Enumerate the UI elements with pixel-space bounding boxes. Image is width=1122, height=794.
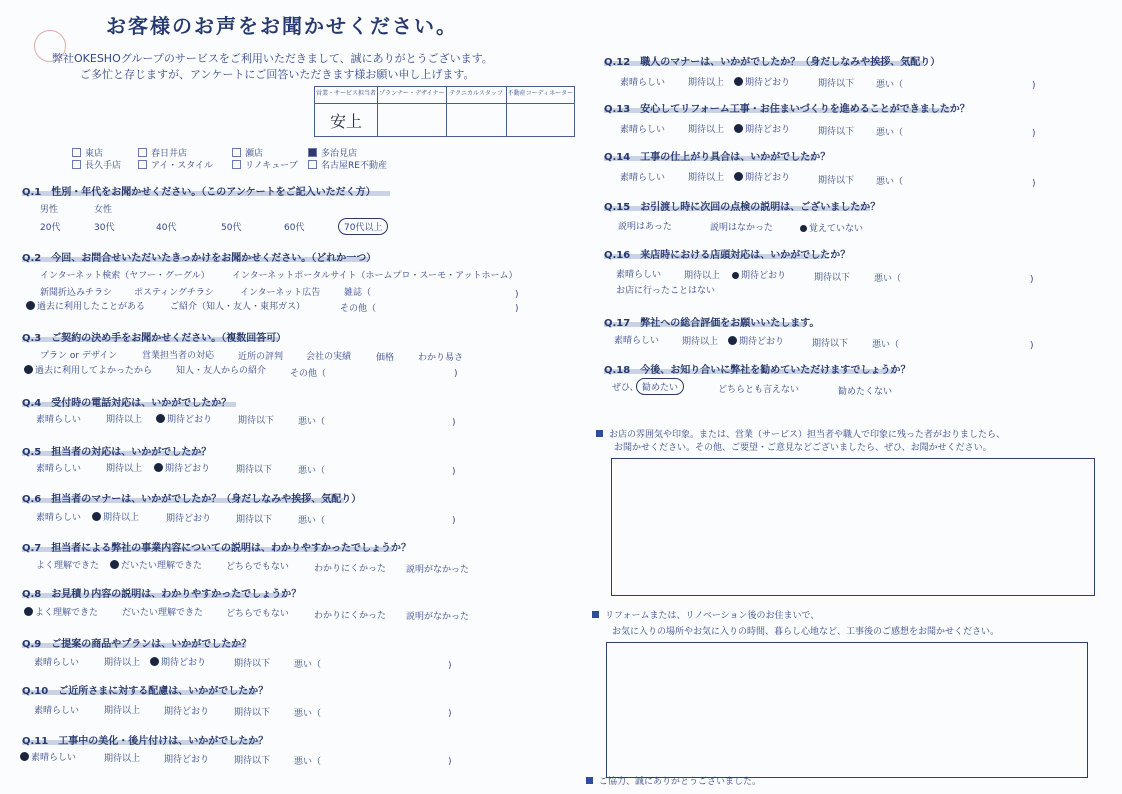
q2-portal-site[interactable]: インターネットポータルサイト（ホームプロ・スーモ・アットホーム） xyxy=(232,271,518,281)
q3-past-use-selected[interactable]: 過去に利用してよかったから xyxy=(24,363,152,376)
q1-age-50[interactable]: 50代 xyxy=(221,223,242,233)
checkbox-icon[interactable] xyxy=(308,160,317,169)
q5-opt-below[interactable]: 期待以下 xyxy=(236,465,273,475)
filled-mark-icon xyxy=(24,365,33,374)
store-nagoya-re[interactable]: 名古屋RE不動産 xyxy=(308,158,387,171)
q2-referral[interactable]: ご紹介（知人・友人・東邦ガス） xyxy=(170,302,306,312)
q14-opt-expected-selected[interactable]: 期待どおり xyxy=(734,170,790,183)
q10-opt-excellent[interactable]: 素晴らしい xyxy=(34,706,80,716)
q15-opt-explained[interactable]: 説明はあった xyxy=(618,222,672,232)
q17-opt-excellent[interactable]: 素晴らしい xyxy=(614,336,660,346)
q3-label: Q.3 ご契約の決め手をお聞かせください。（複数回答可） xyxy=(22,333,287,344)
q17-opt-above[interactable]: 期待以上 xyxy=(682,337,719,347)
q5-opt-excellent[interactable]: 素晴らしい xyxy=(36,464,82,474)
q3-plan-design[interactable]: プラン or デザイン xyxy=(40,351,118,361)
q14-close: ) xyxy=(1032,179,1036,189)
q13-opt-above[interactable]: 期待以上 xyxy=(688,125,725,135)
checked-checkbox-icon[interactable] xyxy=(308,148,317,157)
staff-realestate-name[interactable] xyxy=(506,104,575,137)
q12-opt-below[interactable]: 期待以下 xyxy=(818,79,855,89)
q5-opt-bad[interactable]: 悪い（ xyxy=(298,466,326,476)
q9-label: Q.9 ご提案の商品やプランは、いかがでしたか？ xyxy=(22,639,252,650)
q9-close: ) xyxy=(448,661,452,671)
q8-opt-well-selected[interactable]: よく理解できた xyxy=(24,605,98,618)
q14-opt-excellent[interactable]: 素晴らしい xyxy=(620,173,666,183)
q11-opt-bad[interactable]: 悪い（ xyxy=(294,757,322,767)
q2-newspaper-flyer[interactable]: 新聞折込みチラシ xyxy=(40,288,113,298)
q11-opt-excellent-selected[interactable]: 素晴らしい xyxy=(20,750,76,763)
q11-opt-below[interactable]: 期待以下 xyxy=(234,756,271,766)
q11-close: ) xyxy=(448,757,452,767)
staff-table xyxy=(314,86,575,137)
bullet-square-icon xyxy=(586,777,593,784)
checkbox-icon[interactable] xyxy=(72,160,81,169)
q3-other[interactable]: その他（ xyxy=(290,369,327,379)
q12-opt-above[interactable]: 期待以上 xyxy=(688,78,725,88)
store-tajimi[interactable]: 多治見店 xyxy=(308,146,357,159)
q8-opt-neutral[interactable]: どちらでもない xyxy=(226,609,289,619)
comment2-prompt-line-2: お気に入りの場所やお気に入りの時間、暮らし心地など、工事後のご感想をお聞かせください。 xyxy=(612,627,1000,637)
q1-male[interactable]: 男性 xyxy=(40,205,59,215)
q18-opt-neutral[interactable]: どちらとも言えない xyxy=(718,385,800,395)
staff-header-sales: 営業・サービス担当者 xyxy=(315,87,378,104)
q16-opt-below[interactable]: 期待以下 xyxy=(814,273,851,283)
q8-opt-none[interactable]: 説明がなかった xyxy=(406,612,470,622)
intro-line-2: ご多忙と存じますが、アンケートにご回答いただきます様お願い申し上げます。 xyxy=(80,68,475,81)
q15-label: Q.15 お引渡し時に次回の点検の説明は、ございましたか？ xyxy=(604,202,881,213)
q2-past-use-selected[interactable]: 過去に利用したことがある xyxy=(26,299,145,312)
filled-mark-icon xyxy=(734,124,743,133)
q12-close: ) xyxy=(1032,81,1036,91)
q4-opt-below[interactable]: 期待以下 xyxy=(238,416,275,426)
q4-opt-bad[interactable]: 悪い（ xyxy=(298,417,326,427)
q16-close: ) xyxy=(1030,275,1034,285)
q14-opt-below[interactable]: 期待以下 xyxy=(818,176,855,186)
checkbox-icon[interactable] xyxy=(72,148,81,157)
q10-close: ) xyxy=(448,709,452,719)
q15-opt-not-explained[interactable]: 説明はなかった xyxy=(710,223,774,233)
q3-other-close: ) xyxy=(454,369,458,379)
q7-opt-well[interactable]: よく理解できた xyxy=(36,561,100,571)
q17-opt-below[interactable]: 期待以下 xyxy=(812,339,849,349)
q6-opt-above-selected[interactable]: 期待以上 xyxy=(92,510,139,523)
q3-track-record[interactable]: 会社の実績 xyxy=(306,352,352,362)
q15-opt-dont-remember-selected[interactable]: 覚えていない xyxy=(800,221,863,234)
filled-mark-icon xyxy=(24,607,33,616)
filled-mark-icon xyxy=(734,77,743,86)
filled-mark-icon xyxy=(150,657,159,666)
q13-opt-excellent[interactable]: 素晴らしい xyxy=(620,125,666,135)
q17-close: ) xyxy=(1030,341,1034,351)
q4-close: ) xyxy=(452,418,456,428)
q12-opt-expected-selected[interactable]: 期待どおり xyxy=(734,75,790,88)
q10-opt-expected[interactable]: 期待どおり xyxy=(164,707,210,717)
q3-reputation[interactable]: 近所の評判 xyxy=(238,352,284,362)
checkbox-icon[interactable] xyxy=(138,160,147,169)
q3-sales-response[interactable]: 営業担当者の対応 xyxy=(142,351,215,361)
q1-age-40[interactable]: 40代 xyxy=(156,223,177,233)
comment2-textarea[interactable] xyxy=(606,642,1088,778)
q1-age-60[interactable]: 60代 xyxy=(284,223,305,233)
q2-other-close: ) xyxy=(515,304,519,314)
store-east[interactable]: 東店 xyxy=(72,146,103,159)
q2-magazine-close: ) xyxy=(515,290,519,300)
q14-label: Q.14 工事の仕上がり具合は、いかがでしたか？ xyxy=(604,152,831,163)
q9-opt-above[interactable]: 期待以上 xyxy=(104,658,141,668)
staff-planner-name[interactable] xyxy=(378,104,447,137)
q17-label: Q.17 弊社への総合評価をお願いいたします。 xyxy=(604,318,820,329)
q13-close: ) xyxy=(1032,129,1036,139)
q7-opt-mostly-selected[interactable]: だいたい理解できた xyxy=(110,558,202,571)
q11-opt-above[interactable]: 期待以上 xyxy=(104,754,141,764)
thanks-message: ご協力、誠にありがとうございました。 xyxy=(586,774,761,787)
page-title: お客様のお声をお聞かせください。 xyxy=(106,14,458,38)
q10-opt-above[interactable]: 期待以上 xyxy=(104,706,141,716)
q6-opt-expected[interactable]: 期待どおり xyxy=(166,514,212,524)
q18-prefix: ぜひ、 xyxy=(612,383,639,393)
q8-label: Q.8 お見積り内容の説明は、わかりやすかったでしょうか？ xyxy=(22,589,302,600)
store-nagakute[interactable]: 長久手店 xyxy=(72,158,121,171)
q2-other[interactable]: その他（ xyxy=(340,304,377,314)
staff-header-planner: プランナー・デザイナー xyxy=(378,87,447,104)
checkbox-icon[interactable] xyxy=(232,160,241,169)
q2-posting-flyer[interactable]: ポスティングチラシ xyxy=(134,288,214,298)
q8-opt-mostly[interactable]: だいたい理解できた xyxy=(122,608,204,618)
q16-label: Q.16 来店時における店頭対応は、いかがでしたか？ xyxy=(604,250,851,261)
q14-opt-above[interactable]: 期待以上 xyxy=(688,173,725,183)
comment2-prompt-line-1: リフォームまたは、リノベーション後のお住まいで、 xyxy=(592,608,819,621)
filled-mark-icon xyxy=(92,512,101,521)
q7-opt-neutral[interactable]: どちらでもない xyxy=(226,562,289,572)
filled-mark-icon xyxy=(110,560,119,569)
q13-opt-bad[interactable]: 悪い（ xyxy=(876,128,904,138)
q18-opt-not-recommend[interactable]: 勧めたくない xyxy=(838,387,893,397)
q12-opt-excellent[interactable]: 素晴らしい xyxy=(620,78,666,88)
filled-mark-icon xyxy=(26,301,35,310)
checkbox-icon[interactable] xyxy=(232,148,241,157)
q1-age-20[interactable]: 20代 xyxy=(40,223,61,233)
q13-opt-below[interactable]: 期待以下 xyxy=(818,127,855,137)
q5-label: Q.5 担当者の対応は、いかがでしたか？ xyxy=(22,447,212,458)
q9-opt-below[interactable]: 期待以下 xyxy=(234,659,271,669)
q4-label: Q.4 受付時の電話対応は、いかがでしたか？ xyxy=(22,398,232,409)
q16-opt-bad[interactable]: 悪い（ xyxy=(874,274,902,284)
q2-internet-search[interactable]: インターネット検索（ヤフー・グーグル） xyxy=(40,271,210,281)
q4-opt-excellent[interactable]: 素晴らしい xyxy=(36,415,82,425)
filled-mark-icon xyxy=(732,272,739,279)
comment1-prompt-line-1: お店の雰囲気や印象。または、営業（サービス）担当者や職人で印象に残った者がおりましたら、 xyxy=(596,427,1005,440)
filled-mark-icon xyxy=(728,336,737,345)
filled-mark-icon xyxy=(20,752,29,761)
q4-opt-expected-selected[interactable]: 期待どおり xyxy=(156,412,212,425)
q5-close: ) xyxy=(452,467,456,477)
checkbox-icon[interactable] xyxy=(138,148,147,157)
q5-opt-expected-selected[interactable]: 期待どおり xyxy=(154,461,210,474)
q1-age-30[interactable]: 30代 xyxy=(94,223,115,233)
q16-opt-expected-selected[interactable]: 期待どおり xyxy=(732,268,786,281)
store-istyle[interactable]: アイ・スタイル xyxy=(138,158,213,171)
q17-opt-expected-selected[interactable]: 期待どおり xyxy=(728,334,784,347)
q7-opt-unclear[interactable]: わかりにくかった xyxy=(314,564,387,574)
q10-opt-below[interactable]: 期待以下 xyxy=(234,708,271,718)
q9-opt-expected-selected[interactable]: 期待どおり xyxy=(150,655,206,668)
comment1-textarea[interactable] xyxy=(611,458,1095,596)
q18-label: Q.18 今後、お知り合いに弊社を勧めていただけますでしょうか？ xyxy=(604,365,911,376)
staff-technical-name[interactable] xyxy=(446,104,506,137)
filled-mark-icon xyxy=(734,172,743,181)
q1-label: Q.1 性別・年代をお聞かせください。（このアンケートをご記入いただく方） xyxy=(22,187,376,198)
q9-opt-excellent[interactable]: 素晴らしい xyxy=(34,658,80,668)
q7-opt-none[interactable]: 説明がなかった xyxy=(406,565,470,575)
q6-label: Q.6 担当者のマナーは、いかがでしたか？（身だしなみや挨拶、気配り） xyxy=(22,494,362,505)
store-kasugai[interactable]: 春日井店 xyxy=(138,146,187,159)
q10-opt-bad[interactable]: 悪い（ xyxy=(294,709,322,719)
q6-opt-below[interactable]: 期待以下 xyxy=(236,515,273,525)
store-seto[interactable]: 瀬店 xyxy=(232,146,263,159)
q12-opt-bad[interactable]: 悪い（ xyxy=(876,80,904,90)
staff-header-realestate: 不動産コーディネーター xyxy=(506,87,575,104)
q16-opt-above[interactable]: 期待以上 xyxy=(684,271,721,281)
store-renocube[interactable]: リノキューブ xyxy=(232,158,298,171)
q17-opt-bad[interactable]: 悪い（ xyxy=(872,340,900,350)
q3-price[interactable]: 価格 xyxy=(376,353,395,363)
q13-label: Q.13 安心してリフォーム工事・お住まいづくりを進めることができましたか？ xyxy=(604,104,970,115)
staff-header-technical: テクニカルスタッフ xyxy=(446,87,506,104)
q2-internet-ad[interactable]: インターネット広告 xyxy=(240,288,321,298)
q11-label: Q.11 工事中の美化・後片付けは、いかがでしたか？ xyxy=(22,736,269,747)
q8-opt-unclear[interactable]: わかりにくかった xyxy=(314,611,387,621)
q18-opt-recommend-selected[interactable]: 勧めたい xyxy=(636,378,684,395)
comment1-prompt-line-2: お聞かせください。その他、ご要望・ご意見などございましたら、ぜひ、お聞かせください。 xyxy=(614,443,992,453)
q14-opt-bad[interactable]: 悪い（ xyxy=(876,177,904,187)
q11-opt-expected[interactable]: 期待どおり xyxy=(164,755,210,765)
q1-age-70plus-selected[interactable]: 70代以上 xyxy=(338,218,388,235)
q6-close: ) xyxy=(452,516,456,526)
q6-opt-excellent[interactable]: 素晴らしい xyxy=(36,513,82,523)
filled-mark-icon xyxy=(800,225,807,232)
q2-magazine[interactable]: 雑誌（ xyxy=(344,288,372,298)
filled-mark-icon xyxy=(154,463,163,472)
q16-opt-excellent[interactable]: 素晴らしい xyxy=(616,270,662,280)
q12-label: Q.12 職人のマナーは、いかがでしたか？（身だしなみや挨拶、気配り） xyxy=(604,57,941,68)
q16-never-visited[interactable]: お店に行ったことはない xyxy=(616,286,716,296)
q9-opt-bad[interactable]: 悪い（ xyxy=(294,660,322,670)
q10-label: Q.10 ご近所さまに対する配慮は、いかがでしたか？ xyxy=(22,686,269,697)
q3-referral[interactable]: 知人・友人からの紹介 xyxy=(176,366,267,376)
q6-opt-bad[interactable]: 悪い（ xyxy=(298,516,326,526)
q7-label: Q.7 担当者による弊社の事業内容についての説明は、わかりやすかったでしょうか？ xyxy=(22,543,412,554)
bullet-square-icon xyxy=(596,430,603,437)
q3-clarity[interactable]: わかり易さ xyxy=(418,353,464,363)
staff-sales-name[interactable]: 安上 xyxy=(315,104,378,137)
filled-mark-icon xyxy=(156,414,165,423)
q4-opt-above[interactable]: 期待以上 xyxy=(106,415,143,425)
q1-female[interactable]: 女性 xyxy=(94,205,113,215)
intro-line-1: 弊社OKESHOグループのサービスをご利用いただきまして、誠にありがとうございます。 xyxy=(52,52,493,65)
bullet-square-icon xyxy=(592,611,599,618)
q5-opt-above[interactable]: 期待以上 xyxy=(106,464,143,474)
q13-opt-expected-selected[interactable]: 期待どおり xyxy=(734,122,790,135)
q2-label: Q.2 今回、お問合せいただいたきっかけをお聞かせください。（どれか一つ） xyxy=(22,253,377,264)
